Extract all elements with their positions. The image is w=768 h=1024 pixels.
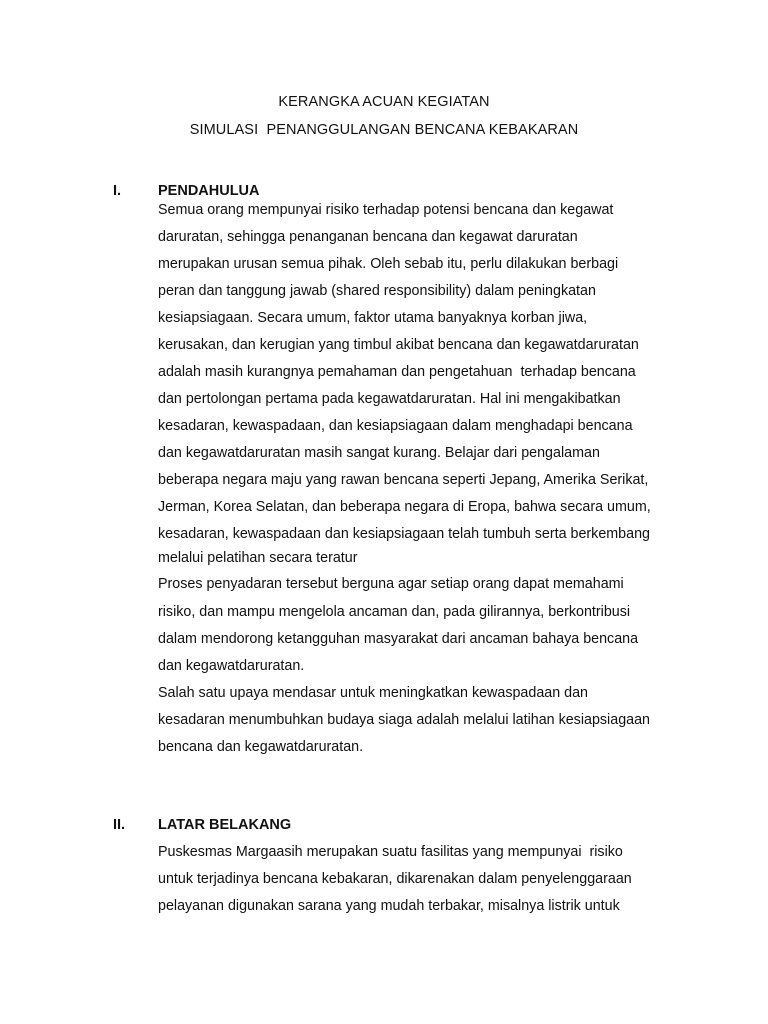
paragraph-line: dan kegawatdaruratan. bbox=[158, 658, 305, 674]
paragraph-line: peran dan tanggung jawab (shared responsibility) dalam peningkatan bbox=[158, 283, 596, 299]
paragraph-line: merupakan urusan semua pihak. Oleh sebab itu, perlu dilakukan berbagi bbox=[158, 256, 619, 272]
paragraph-line: bencana dan kegawatdaruratan. bbox=[158, 739, 364, 755]
paragraph-line: adalah masih kurangnya pemahaman dan pengetahuan terhadap bencana bbox=[158, 364, 636, 380]
paragraph-line: dan kegawatdaruratan masih sangat kurang. Belajar dari pengalaman bbox=[158, 445, 600, 461]
section-number: I. bbox=[113, 183, 122, 199]
paragraph-line: kesadaran menumbuhkan budaya siaga adalah melalui latihan kesiapsiagaan bbox=[158, 712, 650, 728]
document-title-line-1: KERANGKA ACUAN KEGIATAN bbox=[278, 94, 490, 110]
paragraph-line: kesiapsiagaan. Secara umum, faktor utama banyaknya korban jiwa, bbox=[158, 310, 588, 326]
paragraph-line: Jerman, Korea Selatan, dan beberapa negara di Eropa, bahwa secara umum, bbox=[158, 499, 651, 515]
paragraph-line: daruratan, sehingga penanganan bencana dan kegawat daruratan bbox=[158, 229, 578, 245]
paragraph-line: Salah satu upaya mendasar untuk meningkatkan kewaspadaan dan bbox=[158, 685, 588, 701]
paragraph-line: beberapa negara maju yang rawan bencana seperti Jepang, Amerika Serikat, bbox=[158, 472, 649, 488]
paragraph-line: Proses penyadaran tersebut berguna agar setiap orang dapat memahami bbox=[158, 576, 624, 592]
paragraph-line: melalui pelatihan secara teratur bbox=[158, 550, 358, 566]
paragraph-line: risiko, dan mampu mengelola ancaman dan, pada gilirannya, berkontribusi bbox=[158, 604, 631, 620]
paragraph-line: kesadaran, kewaspadaan, dan kesiapsiagaan dalam menghadapi bencana bbox=[158, 418, 633, 434]
paragraph-line: kesadaran, kewaspadaan dan kesiapsiagaan telah tumbuh serta berkembang bbox=[158, 526, 650, 542]
paragraph-line: dalam mendorong ketangguhan masyarakat dari ancaman bahaya bencana bbox=[158, 631, 639, 647]
paragraph-line: Semua orang mempunyai risiko terhadap potensi bencana dan kegawat bbox=[158, 202, 614, 218]
paragraph-line: dan pertolongan pertama pada kegawatdaruratan. Hal ini mengakibatkan bbox=[158, 391, 621, 407]
document-title-line-2: SIMULASI PENANGGULANGAN BENCANA KEBAKARAN bbox=[189, 122, 579, 138]
paragraph-line: untuk terjadinya bencana kebakaran, dikarenakan dalam penyelenggaraan bbox=[158, 871, 632, 887]
paragraph-line: Puskesmas Margaasih merupakan suatu fasilitas yang mempunyai risiko bbox=[158, 844, 623, 860]
section-title: LATAR BELAKANG bbox=[158, 817, 292, 833]
paragraph-line: pelayanan digunakan sarana yang mudah terbakar, misalnya listrik untuk bbox=[158, 898, 620, 914]
paragraph-line: kerusakan, dan kerugian yang timbul akibat bencana dan kegawatdaruratan bbox=[158, 337, 639, 353]
section-title: PENDAHULUA bbox=[158, 183, 260, 199]
section-number: II. bbox=[113, 817, 126, 833]
